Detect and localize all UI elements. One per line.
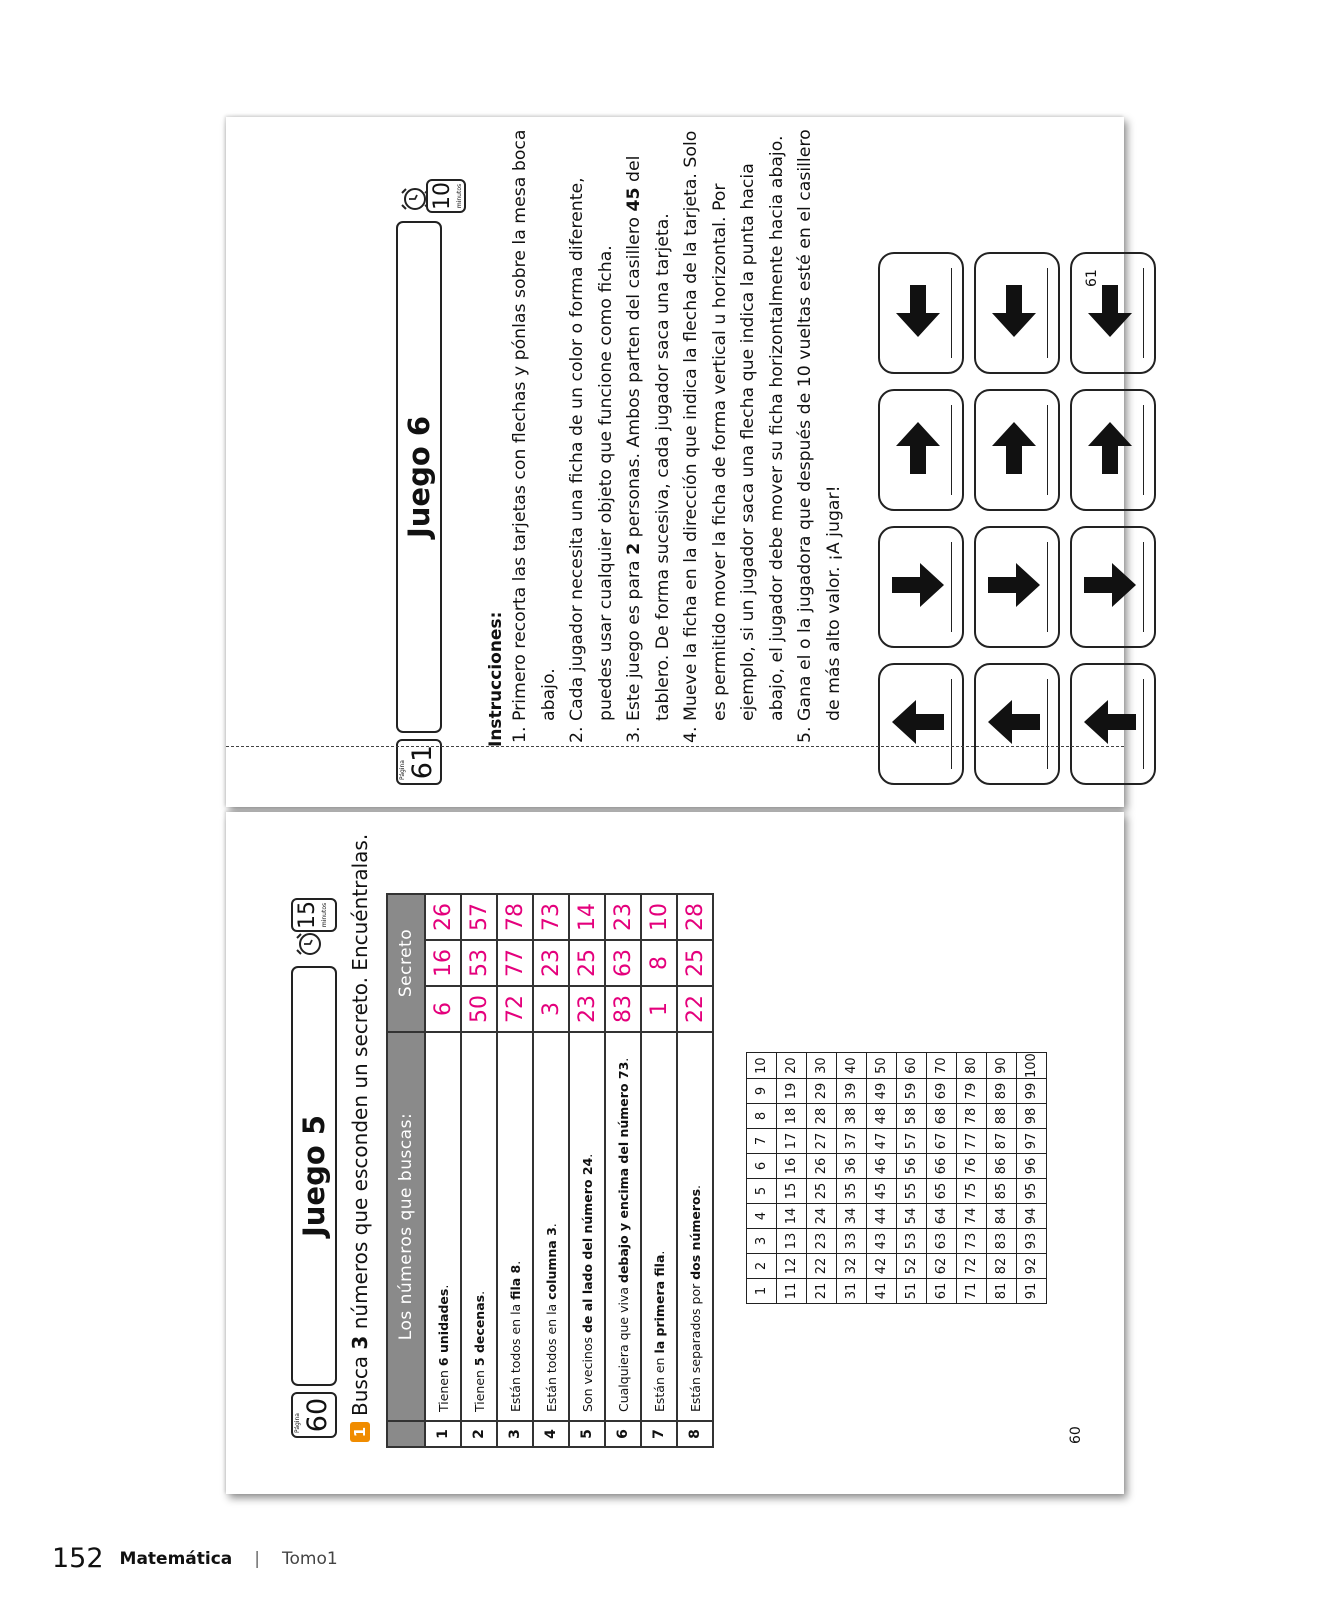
arrow-card[interactable] — [878, 526, 964, 648]
board-cell: 35 — [837, 1179, 867, 1204]
board-cell: 98 — [1017, 1104, 1047, 1129]
clue-row — [569, 894, 605, 1447]
secret-number: 50 — [461, 986, 497, 1032]
board-cell: 83 — [987, 1229, 1017, 1254]
clue-text: Están separados por dos números. — [677, 1032, 713, 1421]
game6-page — [226, 117, 1124, 807]
board-cell: 54 — [897, 1204, 927, 1229]
clue-row — [497, 894, 533, 1447]
board-cell: 58 — [897, 1104, 927, 1129]
board-cell: 23 — [807, 1229, 837, 1254]
left-arrow-icon — [888, 281, 948, 341]
board-cell: 8 — [747, 1104, 777, 1129]
clue-number: 8 — [677, 1421, 713, 1447]
card-line — [1143, 268, 1144, 358]
secret-number: 23 — [605, 894, 641, 940]
board-cell: 60 — [897, 1053, 927, 1079]
board-cell: 78 — [957, 1104, 987, 1129]
board-cell: 6 — [747, 1154, 777, 1179]
instruction-item: 1. Primero recorta las tarjetas con flechas y pónlas sobre la mesa boca abajo. — [506, 125, 563, 721]
board-cell: 70 — [927, 1053, 957, 1079]
board-cell: 64 — [927, 1204, 957, 1229]
up-arrow-icon — [888, 692, 948, 752]
board-cell: 47 — [867, 1129, 897, 1154]
board-cell: 50 — [867, 1053, 897, 1079]
board-cell: 97 — [1017, 1129, 1047, 1154]
board-cell: 95 — [1017, 1179, 1047, 1204]
clue-text: Cualquiera que viva debajo y encima del número 73. — [605, 1032, 641, 1421]
arrow-card[interactable] — [974, 252, 1060, 374]
page-badge: Página 60 — [291, 1392, 337, 1438]
board-cell: 72 — [957, 1254, 987, 1279]
question: 1Busca 3 números que esconden un secreto. Encuéntralas. — [348, 834, 372, 1442]
footer — [52, 1544, 338, 1574]
board-cell: 44 — [867, 1204, 897, 1229]
board-cell: 57 — [897, 1129, 927, 1154]
arrow-card[interactable] — [1070, 526, 1156, 648]
board-cell: 13 — [777, 1229, 807, 1254]
clue-text: Tienen 6 unidades. — [425, 1032, 461, 1421]
game-title: Juego 5 — [291, 966, 337, 1386]
board-cell: 21 — [807, 1279, 837, 1304]
board-cell: 71 — [957, 1279, 987, 1304]
board-cell: 39 — [837, 1079, 867, 1104]
board-cell: 67 — [927, 1129, 957, 1154]
card-line — [951, 405, 952, 495]
board-cell: 31 — [837, 1279, 867, 1304]
clue-number: 7 — [641, 1421, 677, 1447]
clue-text: Están todos en la fila 8. — [497, 1032, 533, 1421]
arrow-card[interactable] — [1070, 663, 1156, 785]
board-cell: 92 — [1017, 1254, 1047, 1279]
minutes-badge: 15 minutos — [291, 898, 337, 932]
card-line — [1047, 542, 1048, 632]
alarm-clock-icon — [398, 185, 428, 213]
board-cell: 10 — [747, 1053, 777, 1079]
clue-number: 4 — [533, 1421, 569, 1447]
board-cell: 15 — [777, 1179, 807, 1204]
instruction-item: 4. Mueve la ficha en la dirección que indica la flecha de la tarjeta. Solo es permitido mover la ficha de forma vertical u horizontal. Por ejemplo, si un jugador saca una flecha que indica la punta hacia abajo, el jugador debe mover su ficha horizontalmente hacia abajo. — [677, 125, 791, 721]
board-cell: 96 — [1017, 1154, 1047, 1179]
instruction-item: 3. Este juego es para 2 personas. Ambos parten del casillero 45 del tablero. De forma sucesiva, cada jugador saca una tarjeta. — [620, 125, 677, 721]
secret-number: 8 — [641, 940, 677, 986]
board-cell: 56 — [897, 1154, 927, 1179]
down-arrow-icon — [888, 555, 948, 615]
arrow-card[interactable] — [1070, 252, 1156, 374]
board-cell: 62 — [927, 1254, 957, 1279]
footer-volume: Tomo1 — [282, 1549, 338, 1569]
secret-number: 57 — [461, 894, 497, 940]
game-title: Juego 6 — [396, 221, 442, 733]
secret-number: 23 — [569, 986, 605, 1032]
board-cell: 89 — [987, 1079, 1017, 1104]
arrow-card[interactable] — [878, 252, 964, 374]
board-cell: 17 — [777, 1129, 807, 1154]
hundred-board — [746, 1052, 1047, 1304]
arrow-card[interactable] — [974, 526, 1060, 648]
board-cell: 48 — [867, 1104, 897, 1129]
clue-number: 2 — [461, 1421, 497, 1447]
board-cell: 69 — [927, 1079, 957, 1104]
right-arrow-icon — [888, 418, 948, 478]
board-cell: 40 — [837, 1053, 867, 1079]
board-cell: 34 — [837, 1204, 867, 1229]
board-cell: 19 — [777, 1079, 807, 1104]
board-cell: 49 — [867, 1079, 897, 1104]
board-cell: 88 — [987, 1104, 1017, 1129]
page-number: 61 — [1084, 269, 1100, 287]
up-arrow-icon — [1080, 692, 1140, 752]
clue-row — [605, 894, 641, 1447]
board-cell: 63 — [927, 1229, 957, 1254]
secret-number: 25 — [677, 940, 713, 986]
clue-text: Son vecinos de al lado del número 24. — [569, 1032, 605, 1421]
left-arrow-icon — [984, 281, 1044, 341]
board-cell: 52 — [897, 1254, 927, 1279]
arrow-card[interactable] — [1070, 389, 1156, 511]
card-line — [951, 268, 952, 358]
page-badge: Página 61 — [396, 739, 442, 785]
secret-number: 72 — [497, 986, 533, 1032]
clue-text: Están en la primera fila. — [641, 1032, 677, 1421]
secret-number: 14 — [569, 894, 605, 940]
board-cell: 73 — [957, 1229, 987, 1254]
board-cell: 32 — [837, 1254, 867, 1279]
board-cell: 45 — [867, 1179, 897, 1204]
board-cell: 51 — [897, 1279, 927, 1304]
board-cell: 100 — [1017, 1053, 1047, 1079]
board-cell: 41 — [867, 1279, 897, 1304]
board-cell: 74 — [957, 1204, 987, 1229]
secret-number: 26 — [425, 894, 461, 940]
board-cell: 61 — [927, 1279, 957, 1304]
left-arrow-icon — [1080, 281, 1140, 341]
board-cell: 36 — [837, 1154, 867, 1179]
board-cell: 46 — [867, 1154, 897, 1179]
board-cell: 12 — [777, 1254, 807, 1279]
board-cell: 27 — [807, 1129, 837, 1154]
arrow-card[interactable] — [878, 663, 964, 785]
board-cell: 77 — [957, 1129, 987, 1154]
board-cell: 59 — [897, 1079, 927, 1104]
secret-number: 83 — [605, 986, 641, 1032]
secret-number: 23 — [533, 940, 569, 986]
secret-number: 53 — [461, 940, 497, 986]
board-cell: 93 — [1017, 1229, 1047, 1254]
page-number: 60 — [1068, 1426, 1084, 1444]
clue-row — [533, 894, 569, 1447]
board-cell: 43 — [867, 1229, 897, 1254]
secret-number: 25 — [569, 940, 605, 986]
board-cell: 85 — [987, 1179, 1017, 1204]
secret-number: 28 — [677, 894, 713, 940]
clue-row — [677, 894, 713, 1447]
footer-page: 152 — [52, 1543, 104, 1574]
header-clue: Los números que buscas: — [387, 1032, 425, 1421]
card-line — [1143, 679, 1144, 769]
alarm-clock-icon — [293, 930, 323, 958]
board-cell: 86 — [987, 1154, 1017, 1179]
card-line — [951, 542, 952, 632]
footer-subject: Matemática — [119, 1549, 233, 1569]
arrow-card[interactable] — [974, 389, 1060, 511]
card-line — [1047, 679, 1048, 769]
game5-page — [226, 812, 1124, 1494]
board-cell: 33 — [837, 1229, 867, 1254]
board-cell: 25 — [807, 1179, 837, 1204]
instructions-title: Instrucciones: — [486, 611, 506, 747]
secret-number: 6 — [425, 986, 461, 1032]
board-cell: 82 — [987, 1254, 1017, 1279]
down-arrow-icon — [984, 555, 1044, 615]
board-cell: 11 — [777, 1279, 807, 1304]
board-cell: 90 — [987, 1053, 1017, 1079]
clue-text: Están todos en la columna 3. — [533, 1032, 569, 1421]
secret-number: 78 — [497, 894, 533, 940]
footer-separator: | — [254, 1549, 261, 1569]
instruction-item: 2. Cada jugador necesita una ficha de un color o forma diferente, puedes usar cualquier objeto que funcione como ficha. — [563, 125, 620, 721]
board-cell: 29 — [807, 1079, 837, 1104]
instruction-item: 5. Gana el o la jugadora que después de 10 vueltas esté en el casillero de más alto valor. ¡A jugar! — [791, 125, 848, 721]
card-line — [1047, 268, 1048, 358]
up-arrow-icon — [984, 692, 1044, 752]
clue-row — [641, 894, 677, 1447]
secret-number: 1 — [641, 986, 677, 1032]
board-cell: 22 — [807, 1254, 837, 1279]
game5-header — [291, 812, 341, 1494]
card-line — [951, 679, 952, 769]
board-cell: 66 — [927, 1154, 957, 1179]
board-cell: 26 — [807, 1154, 837, 1179]
board-cell: 55 — [897, 1179, 927, 1204]
board-cell: 7 — [747, 1129, 777, 1154]
board-cell: 42 — [867, 1254, 897, 1279]
secret-number: 77 — [497, 940, 533, 986]
secret-number: 22 — [677, 986, 713, 1032]
cut-line — [226, 746, 1124, 747]
board-cell: 4 — [747, 1204, 777, 1229]
board-cell: 76 — [957, 1154, 987, 1179]
secret-number: 10 — [641, 894, 677, 940]
board-cell: 79 — [957, 1079, 987, 1104]
arrow-card[interactable] — [878, 389, 964, 511]
board-cell: 2 — [747, 1254, 777, 1279]
secret-number: 3 — [533, 986, 569, 1032]
minutes-badge: 10 minutos — [426, 179, 466, 213]
board-cell: 24 — [807, 1204, 837, 1229]
board-cell: 99 — [1017, 1079, 1047, 1104]
board-cell: 38 — [837, 1104, 867, 1129]
secret-number: 63 — [605, 940, 641, 986]
board-cell: 16 — [777, 1154, 807, 1179]
board-cell: 5 — [747, 1179, 777, 1204]
board-cell: 20 — [777, 1053, 807, 1079]
board-cell: 80 — [957, 1053, 987, 1079]
board-cell: 94 — [1017, 1204, 1047, 1229]
secret-number: 16 — [425, 940, 461, 986]
board-cell: 81 — [987, 1279, 1017, 1304]
game6-header — [396, 117, 463, 807]
clue-number: 5 — [569, 1421, 605, 1447]
board-cell: 18 — [777, 1104, 807, 1129]
clue-text: Tienen 5 decenas. — [461, 1032, 497, 1421]
clue-number: 3 — [497, 1421, 533, 1447]
clue-row — [425, 894, 461, 1447]
question-number-badge: 1 — [350, 1422, 370, 1442]
card-line — [1047, 405, 1048, 495]
board-cell: 84 — [987, 1204, 1017, 1229]
board-cell: 37 — [837, 1129, 867, 1154]
down-arrow-icon — [1080, 555, 1140, 615]
board-cell: 1 — [747, 1279, 777, 1304]
header-secret: Secreto — [387, 894, 425, 1032]
board-cell: 14 — [777, 1204, 807, 1229]
board-cell: 68 — [927, 1104, 957, 1129]
arrow-card[interactable] — [974, 663, 1060, 785]
board-cell: 87 — [987, 1129, 1017, 1154]
clues-table — [386, 893, 714, 1448]
board-cell: 30 — [807, 1053, 837, 1079]
secret-number: 73 — [533, 894, 569, 940]
board-cell: 3 — [747, 1229, 777, 1254]
card-line — [1143, 542, 1144, 632]
board-cell: 9 — [747, 1079, 777, 1104]
clue-number: 6 — [605, 1421, 641, 1447]
board-cell: 28 — [807, 1104, 837, 1129]
board-cell: 65 — [927, 1179, 957, 1204]
board-cell: 53 — [897, 1229, 927, 1254]
instructions-list — [506, 125, 848, 749]
board-cell: 91 — [1017, 1279, 1047, 1304]
right-arrow-icon — [984, 418, 1044, 478]
board-cell: 75 — [957, 1179, 987, 1204]
clue-number: 1 — [425, 1421, 461, 1447]
clue-row — [461, 894, 497, 1447]
right-arrow-icon — [1080, 418, 1140, 478]
card-line — [1143, 405, 1144, 495]
